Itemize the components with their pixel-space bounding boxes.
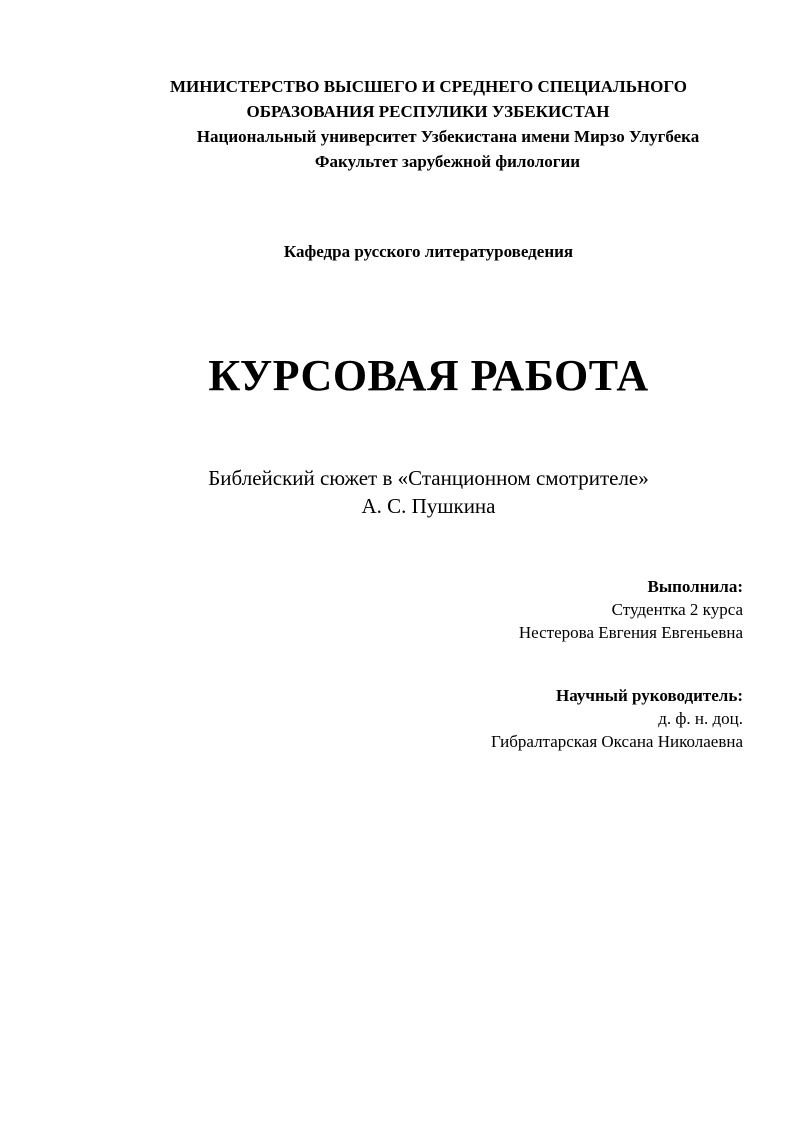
topic-line-1: Библейский сюжет в «Станционном смотрителе» xyxy=(208,466,649,490)
topic-line-2: А. С. Пушкина xyxy=(361,494,496,518)
performer-label: Выполнила: xyxy=(647,577,743,596)
supervisor-name: Гибралтарская Оксана Николаевна xyxy=(490,732,743,751)
performer-name: Нестерова Евгения Евгеньевна xyxy=(518,623,743,642)
faculty-name: Факультет зарубежной филологии xyxy=(314,152,581,171)
ministry-line-2: ОБРАЗОВАНИЯ РЕСПУЛИКИ УЗБЕКИСТАН xyxy=(246,102,610,121)
department-name: Кафедра русского литературоведения xyxy=(283,242,574,261)
ministry-line-1: МИНИСТЕРСТВО ВЫСШЕГО И СРЕДНЕГО СПЕЦИАЛЬНОГО xyxy=(170,77,687,96)
document-type-title: КУРСОВАЯ РАБОТА xyxy=(208,351,649,400)
supervisor-label: Научный руководитель: xyxy=(556,686,743,705)
performer-course: Студентка 2 курса xyxy=(611,600,743,619)
university-name: Национальный университет Узбекистана имени Мирзо Улугбека xyxy=(196,127,700,146)
supervisor-degree: д. ф. н. доц. xyxy=(658,709,743,728)
